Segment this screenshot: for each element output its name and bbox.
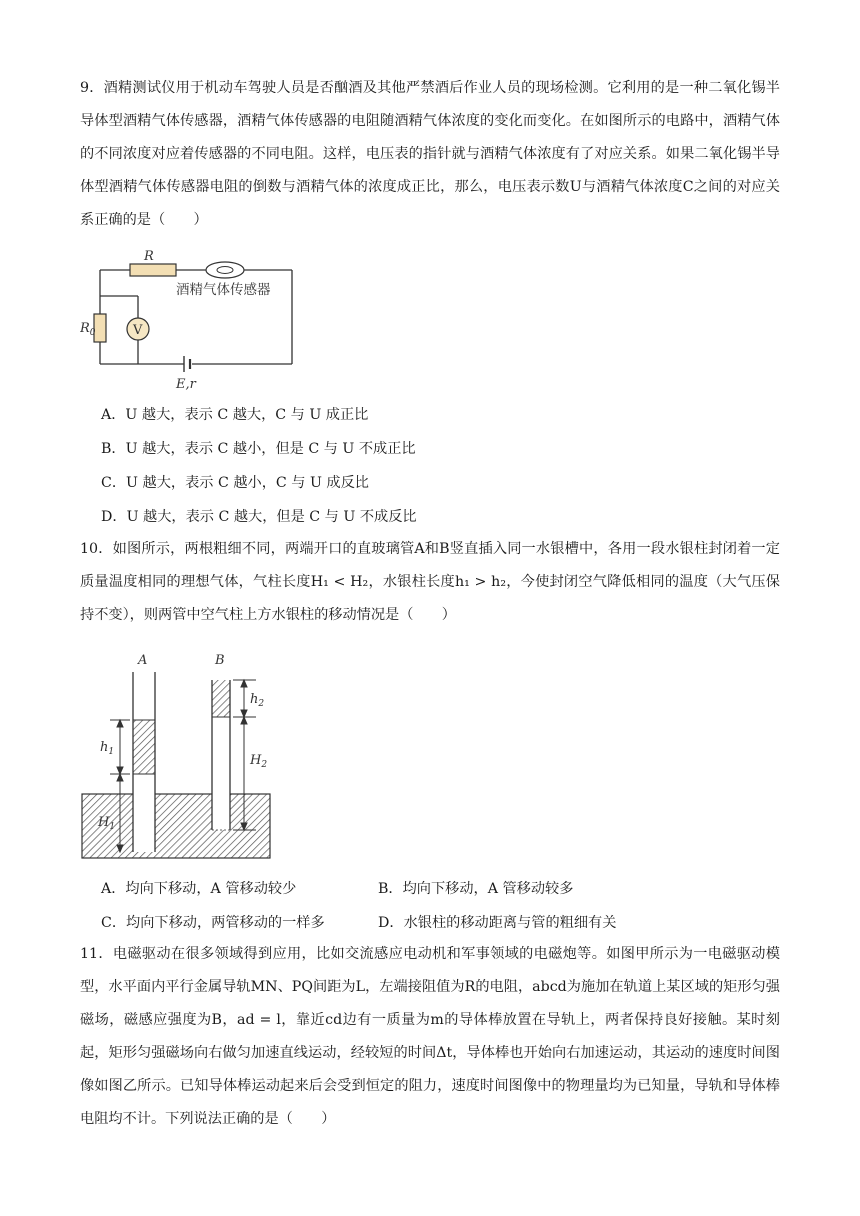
question-10-option-b[interactable]: B．均向下移动，A 管移动较多 bbox=[378, 881, 574, 897]
question-10-body: 如图所示，两根粗细不同，两端开口的直玻璃管A和B竖直插入同一水银槽中，各用一段水银柱封闭着一定质量温度相同的理想气体，气柱长度H₁ < H₂，水银柱长度h₁ > h₂，今使封闭空气降低相同的温度（大气压保持不变），则两管中空气柱上方水银柱的移动情况是（ ） bbox=[80, 541, 780, 623]
question-9-option-d[interactable]: D．U 越大，表示 C 越大，但是 C 与 U 不成反比 bbox=[101, 509, 417, 525]
question-10-option-a[interactable]: A．均向下移动，A 管移动较少 bbox=[101, 881, 297, 897]
h1-label: $h_1$ bbox=[100, 740, 115, 757]
tubes-figure bbox=[78, 650, 278, 862]
H2-label: $H_2$ bbox=[250, 753, 268, 770]
resistor-r0 bbox=[94, 314, 106, 342]
voltmeter-label: V bbox=[133, 323, 143, 338]
tube-b-mercury-column bbox=[212, 680, 230, 717]
question-9-text bbox=[80, 72, 780, 237]
H1-label: $H_1$ bbox=[98, 815, 116, 832]
question-11-body: 电磁驱动在很多领域得到应用，比如交流感应电动机和军事领域的电磁炮等。如图甲所示为一电磁驱动模型，水平面内平行金属导轨MN、PQ间距为L，左端接阻值为R的电阻，abcd为施加在轨道上某区域的矩形匀强磁场，磁感应强度为B，ad = l，靠近cd边有一质量为m的导体棒放置在导轨上，两者保持良好接触。某时刻起，矩形匀强磁场向右做匀加速直线运动，经较短的时间Δt，导体棒也开始向右加速运动，其运动的速度时间图像如图乙所示。已知导体棒运动起来后会受到恒定的阻力，速度时间图像中的物理量均为已知量，导轨和导体棒电阻均不计。下列说法正确的是（ ） bbox=[80, 946, 780, 1127]
question-10-text bbox=[80, 533, 780, 632]
question-11-number: 11． bbox=[80, 946, 113, 962]
question-9-option-b[interactable]: B．U 越大，表示 C 越小，但是 C 与 U 不成正比 bbox=[101, 441, 416, 457]
question-10-number: 10． bbox=[80, 541, 113, 557]
question-11-text bbox=[80, 938, 780, 1136]
question-9-option-c[interactable]: C．U 越大，表示 C 越小，C 与 U 成反比 bbox=[101, 475, 369, 491]
question-10-option-d[interactable]: D．水银柱的移动距离与管的粗细有关 bbox=[378, 915, 617, 931]
circuit-figure bbox=[80, 246, 310, 396]
resistor-r bbox=[130, 264, 176, 276]
resistor-r0-label: $R_0$ bbox=[80, 321, 96, 338]
question-9-number: 9． bbox=[80, 80, 104, 96]
alcohol-sensor-label: 酒精气体传感器 bbox=[176, 282, 271, 298]
tube-b-label: B bbox=[215, 653, 225, 668]
question-9-option-a[interactable]: A．U 越大，表示 C 越大，C 与 U 成正比 bbox=[101, 407, 369, 423]
question-9-body: 酒精测试仪用于机动车驾驶人员是否酗酒及其他严禁酒后作业人员的现场检测。它利用的是一种二氧化锡半导体型酒精气体传感器，酒精气体传感器的电阻随酒精气体浓度的变化而变化。在如图所示的电路中，酒精气体的不同浓度对应着传感器的不同电阻。这样，电压表的指针就与酒精气体浓度有了对应关系。如果二氧化锡半导体型酒精气体传感器电阻的倒数与酒精气体的浓度成正比，那么，电压表示数U与酒精气体浓度C之间的对应关系正确的是（ ） bbox=[80, 80, 780, 228]
alcohol-sensor-icon bbox=[206, 262, 244, 278]
question-10-option-c[interactable]: C．均向下移动，两管移动的一样多 bbox=[101, 915, 325, 931]
h2-label: $h_2$ bbox=[250, 692, 265, 709]
resistor-r-label: R bbox=[144, 249, 154, 264]
battery-label: E,r bbox=[176, 377, 196, 392]
tube-a-label: A bbox=[138, 653, 148, 668]
tube-a-mercury-column bbox=[133, 720, 155, 774]
